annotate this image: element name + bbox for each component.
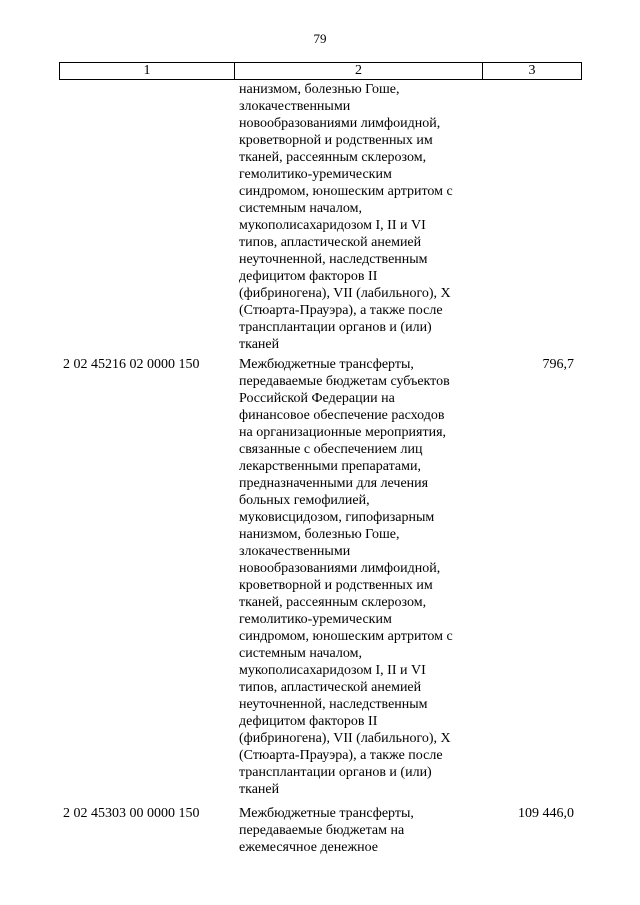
table-header [59,62,582,80]
row-description: Межбюджетные трансферты, передаваемые бюджетам субъектов Российской Федерации на финансовое обеспечение расходов на организационные мероприятия, связанные с обеспечением лиц лекарственными препаратами, предназначенными для лечения больных гемофилией, муковисцидозом, гипофизарным нанизмом, болезнью Гоше, злокачественными новообразованиями лимфоидной, кроветворной и родственных им тканей, рассеянным склерозом, гемолитико-уремическим синдромом, юношеским артритом с системным началом, мукополисахаридозом I, II и VI типов, апластической анемией неуточненной, наследственным дефицитом факторов II (фибриногена), VII (лабильного), X (Стюарта-Прауэра), а также после трансплантации органов и (или) тканей [239,357,453,797]
row-amount: 109 446,0 [518,806,574,821]
row-description: Межбюджетные трансферты, передаваемые бюджетам на ежемесячное денежное [239,806,414,855]
column-header-3: 3 [483,63,582,80]
column-header-1: 1 [60,63,235,80]
row-description-continuation: нанизмом, болезнью Гоше, злокачественными новообразованиями лимфоидной, кроветворной и родственных им тканей, рассеянным склерозом, гемолитико-уремическим синдромом, юношеским артритом с системным началом, мукополисахаридозом I, II и VI типов, апластической анемией неуточненной, наследственным дефицитом факторов II (фибриногена), VII (лабильного), X (Стюарта-Прауэра), а также после трансплантации органов и (или) тканей [239,82,453,352]
row-code: 2 02 45303 00 0000 150 [63,806,200,821]
page-number: 79 [313,31,327,46]
row-code: 2 02 45216 02 0000 150 [63,357,200,372]
row-amount: 796,7 [542,357,574,372]
column-header-2: 2 [235,63,483,80]
